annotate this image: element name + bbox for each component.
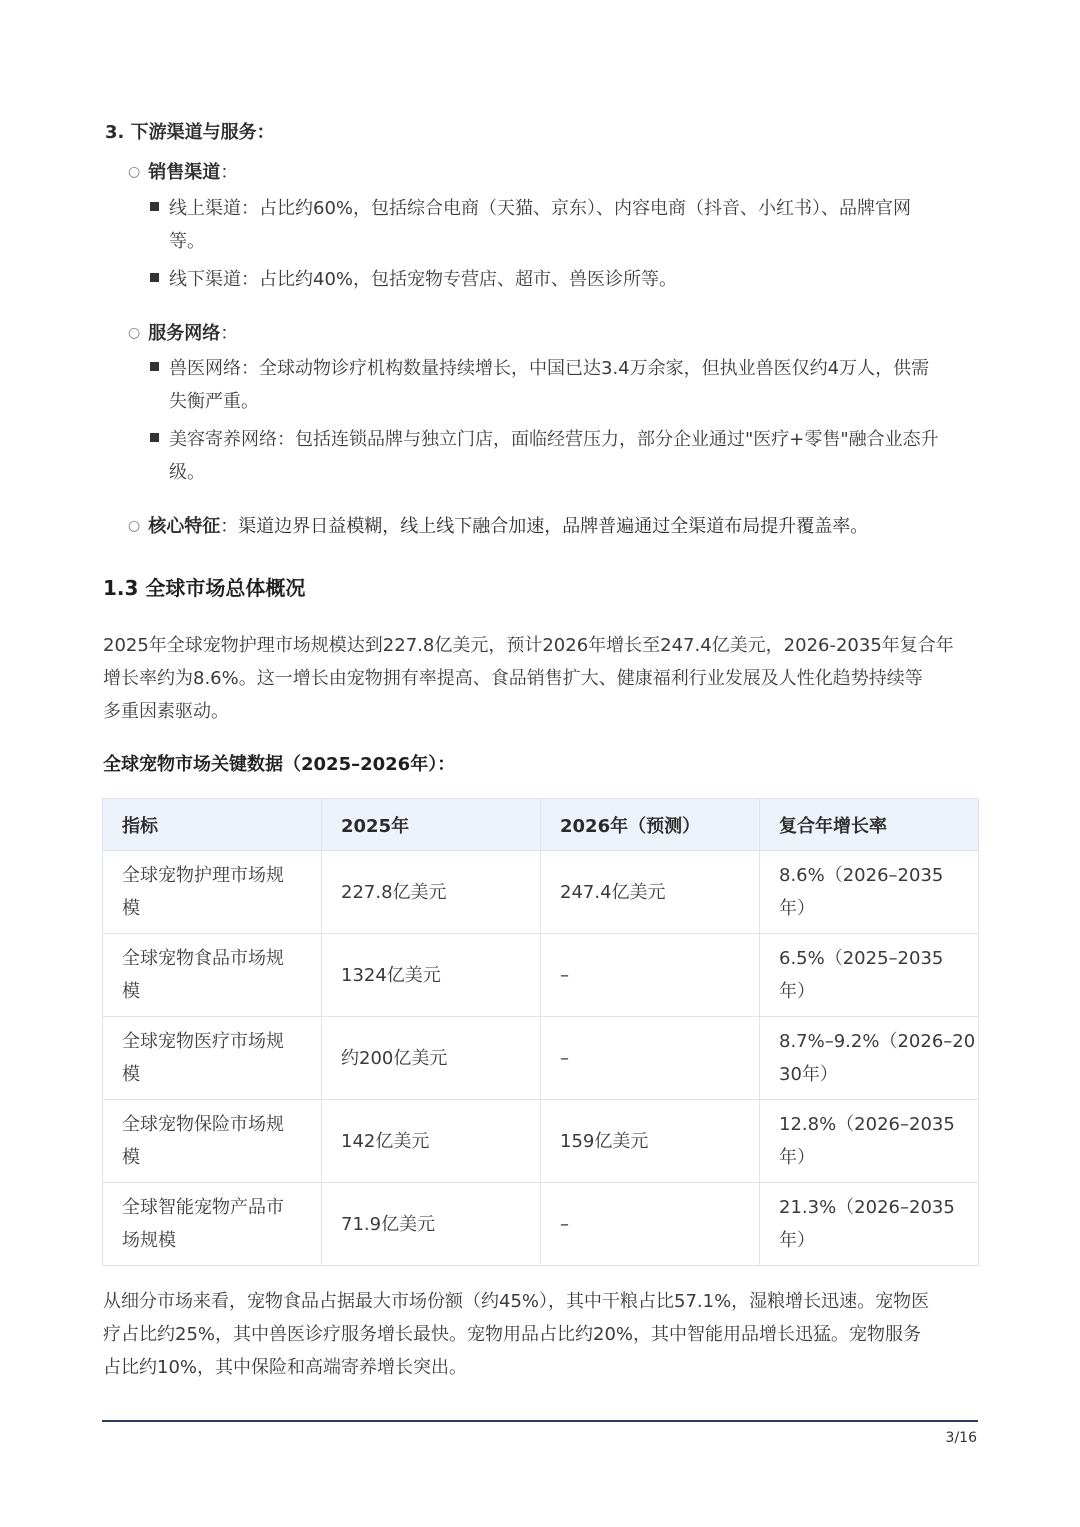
footer-divider — [102, 1420, 978, 1422]
hollow-circle-bullet-icon: ○ — [128, 518, 141, 534]
table-row — [103, 934, 979, 1017]
header-metric: 指标 — [103, 799, 322, 851]
cell-metric — [103, 934, 322, 1017]
offline-line1: 线下渠道：占比约40%，包括宠物专营店、超市、兽医诊所等。 — [169, 269, 678, 290]
grooming-line2: 级。 — [169, 462, 205, 483]
cell-metric — [103, 1100, 322, 1183]
table-row — [103, 1100, 979, 1183]
summary-line: 占比约10%，其中保险和高端寄养增长突出。 — [103, 1357, 468, 1378]
cell-2026: 159亿美元 — [541, 1100, 760, 1183]
cell-2026: – — [541, 1183, 760, 1266]
cell-text: 21.3%（2026–2035 — [779, 1197, 955, 1218]
vet-line2: 失衡严重。 — [169, 391, 259, 412]
cell-2025: 1324亿美元 — [322, 934, 541, 1017]
intro-line: 多重因素驱动。 — [103, 701, 229, 722]
market-data-table — [102, 798, 979, 1266]
intro-line: 2025年全球宠物护理市场规模达到227.8亿美元，预计2026年增长至247.4亿美元，2026-2035年复合年 — [103, 635, 954, 656]
summary-paragraph — [103, 1285, 979, 1384]
cell-text: 场规模 — [122, 1230, 176, 1251]
cell-2026: – — [541, 934, 760, 1017]
cell-text: 全球智能宠物产品市 — [122, 1197, 284, 1218]
cell-text: 模 — [122, 1147, 140, 1168]
list-item-service-network — [128, 319, 238, 345]
cell-cagr — [760, 1017, 979, 1100]
square-bullet-icon — [150, 362, 159, 371]
cell-text: 全球宠物保险市场规 — [122, 1114, 284, 1135]
header-cagr: 复合年增长率 — [760, 799, 979, 851]
section-title-global-market: 1.3 全球市场总体概况 — [103, 576, 306, 600]
cell-2025: 142亿美元 — [322, 1100, 541, 1183]
list-item-online-channel — [150, 192, 980, 258]
cell-text: 年） — [779, 1230, 815, 1251]
cell-text: 12.8%（2026–2035 — [779, 1114, 955, 1135]
list-item-vet-network — [150, 352, 980, 418]
service-suffix: ： — [220, 323, 239, 344]
list-item-grooming-network — [150, 423, 980, 489]
page-number: 3/16 — [945, 1430, 977, 1446]
cell-2025: 约200亿美元 — [322, 1017, 541, 1100]
grooming-line1: 美容寄养网络：包括连锁品牌与独立门店，面临经营压力，部分企业通过"医疗+零售"融合业态升 — [169, 429, 939, 450]
cell-metric — [103, 1183, 322, 1266]
cell-2026: – — [541, 1017, 760, 1100]
hollow-circle-bullet-icon: ○ — [128, 325, 141, 341]
header-2025: 2025年 — [322, 799, 541, 851]
table-row — [103, 851, 979, 934]
table-header-row — [103, 799, 979, 851]
sales-suffix: ： — [220, 162, 239, 183]
cell-cagr — [760, 1183, 979, 1266]
section-heading-downstream: 3. 下游渠道与服务： — [105, 122, 275, 143]
vet-line1: 兽医网络：全球动物诊疗机构数量持续增长，中国已达3.4万余家，但执业兽医仅约4万人，供需 — [169, 358, 930, 379]
sales-label: 销售渠道 — [148, 162, 221, 183]
online-line2: 等。 — [169, 231, 205, 252]
summary-line: 从细分市场来看，宠物食品占据最大市场份额（约45%），其中干粮占比57.1%，湿粮增长迅速。宠物医 — [103, 1291, 930, 1312]
square-bullet-icon — [150, 273, 159, 282]
table-row — [103, 1183, 979, 1266]
core-label: 核心特征 — [148, 516, 221, 537]
list-item-offline-channel — [150, 263, 980, 296]
cell-text: 6.5%（2025–2035 — [779, 948, 944, 969]
square-bullet-icon — [150, 202, 159, 211]
cell-cagr — [760, 1100, 979, 1183]
cell-text: 模 — [122, 981, 140, 1002]
core-text: ：渠道边界日益模糊，线上线下融合加速，品牌普遍通过全渠道布局提升覆盖率。 — [220, 516, 869, 537]
cell-metric — [103, 851, 322, 934]
square-bullet-icon — [150, 433, 159, 442]
summary-line: 疗占比约25%，其中兽医诊疗服务增长最快。宠物用品占比约20%，其中智能用品增长迅猛。宠物服务 — [103, 1324, 922, 1345]
cell-text: 30年） — [779, 1064, 838, 1085]
cell-2025: 71.9亿美元 — [322, 1183, 541, 1266]
hollow-circle-bullet-icon: ○ — [128, 164, 141, 180]
cell-text: 模 — [122, 898, 140, 919]
cell-text: 全球宠物食品市场规 — [122, 948, 284, 969]
list-item-sales-channels — [128, 158, 238, 184]
service-label: 服务网络 — [148, 323, 221, 344]
intro-line: 增长率约为8.6%。这一增长由宠物拥有率提高、食品销售扩大、健康福利行业发展及人性化趋势持续等 — [103, 668, 923, 689]
cell-text: 全球宠物护理市场规 — [122, 865, 284, 886]
table-title: 全球宠物市场关键数据（2025–2026年）： — [103, 754, 456, 775]
cell-cagr — [760, 934, 979, 1017]
cell-text: 8.6%（2026–2035 — [779, 865, 944, 886]
cell-2026: 247.4亿美元 — [541, 851, 760, 934]
table-row — [103, 1017, 979, 1100]
cell-2025: 227.8亿美元 — [322, 851, 541, 934]
cell-text: 8.7%–9.2%（2026–20 — [779, 1031, 976, 1052]
cell-metric — [103, 1017, 322, 1100]
cell-text: 模 — [122, 1064, 140, 1085]
cell-text: 年） — [779, 898, 815, 919]
cell-text: 年） — [779, 981, 815, 1002]
cell-text: 年） — [779, 1147, 815, 1168]
header-2026: 2026年（预测） — [541, 799, 760, 851]
cell-text: 全球宠物医疗市场规 — [122, 1031, 284, 1052]
online-line1: 线上渠道：占比约60%，包括综合电商（天猫、京东）、内容电商（抖音、小红书）、品牌官网 — [169, 198, 912, 219]
list-item-core-feature — [128, 512, 868, 538]
cell-cagr — [760, 851, 979, 934]
intro-paragraph — [103, 629, 979, 728]
